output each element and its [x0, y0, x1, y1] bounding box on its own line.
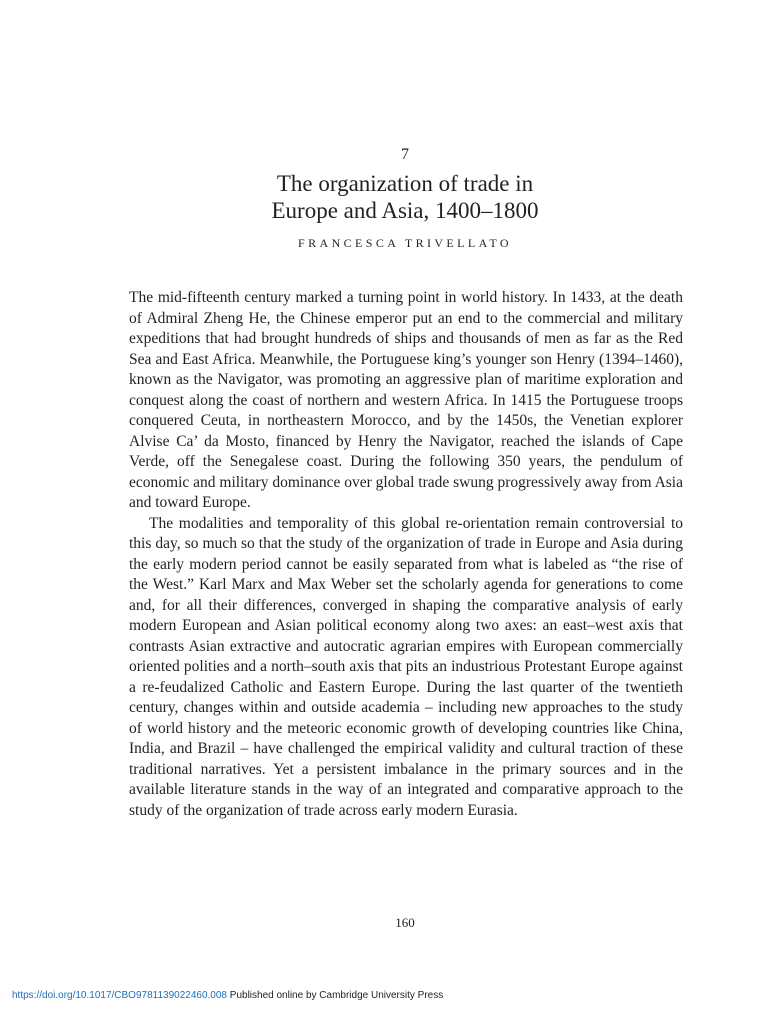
- doi-link[interactable]: https://doi.org/10.1017/CBO9781139022460.008: [12, 990, 227, 1001]
- page-number: 160: [395, 915, 415, 930]
- chapter-title-line-1: The organization of trade in: [276, 171, 534, 196]
- body-text: [129, 288, 683, 821]
- publisher-note: Published online by Cambridge University Press: [227, 990, 444, 1001]
- chapter-title-line-2: Europe and Asia, 1400–1800: [271, 198, 539, 223]
- body-paragraph-2: The modalities and temporality of this global re-orientation remain controversial to this day, so much so that the study of the organization of trade in Europe and Asia during the early modern period cannot be easily separated from what is labeled as “the rise of the West.” Karl Marx and Max Weber set the scholarly agenda for generations to come and, for all their differences, converged in shaping the comparative analysis of early modern European and Asian political economy along two axes: an east–west axis that contrasts Asian extractive and autocratic agrarian empires with European commercially oriented polities and a north–south axis that pits an industrious Protestant Europe against a re-feudalized Catholic and Eastern Europe. During the last quarter of the twentieth century, changes within and outside academia – including new approaches to the study of world history and the meteoric economic growth of developing countries like China, India, and Brazil – have challenged the empirical validity and cultural traction of these traditional narratives. Yet a persistent imbalance in the primary sources and in the available literature stands in the way of an integrated and comparative approach to the study of the organization of trade across early modern Eurasia.: [129, 514, 683, 819]
- chapter-title: [0, 170, 768, 224]
- body-paragraph-1: The mid-fifteenth century marked a turning point in world history. In 1433, at the death of Admiral Zheng He, the Chinese emperor put an end to the commercial and military expeditions that had brought hundreds of ships and thousands of men as far as the Red Sea and East Africa. Meanwhile, the Portuguese king’s younger son Henry (1394–1460), known as the Navigator, was promoting an aggressive plan of maritime exploration and conquest along the coast of northern and western Africa. In 1415 the Portuguese troops conquered Ceuta, in northeastern Morocco, and by the 1450s, the Venetian explorer Alvise Ca’ da Mosto, financed by Henry the Navigator, reached the islands of Cape Verde, off the Senegalese coast. During the following 350 years, the pendulum of economic and military dominance over global trade swung progressively away from Asia and toward Europe.: [129, 289, 683, 511]
- chapter-author: FRANCESCA TRIVELLATO: [298, 236, 512, 250]
- chapter-number: 7: [401, 146, 409, 163]
- publication-footer: [12, 990, 443, 1001]
